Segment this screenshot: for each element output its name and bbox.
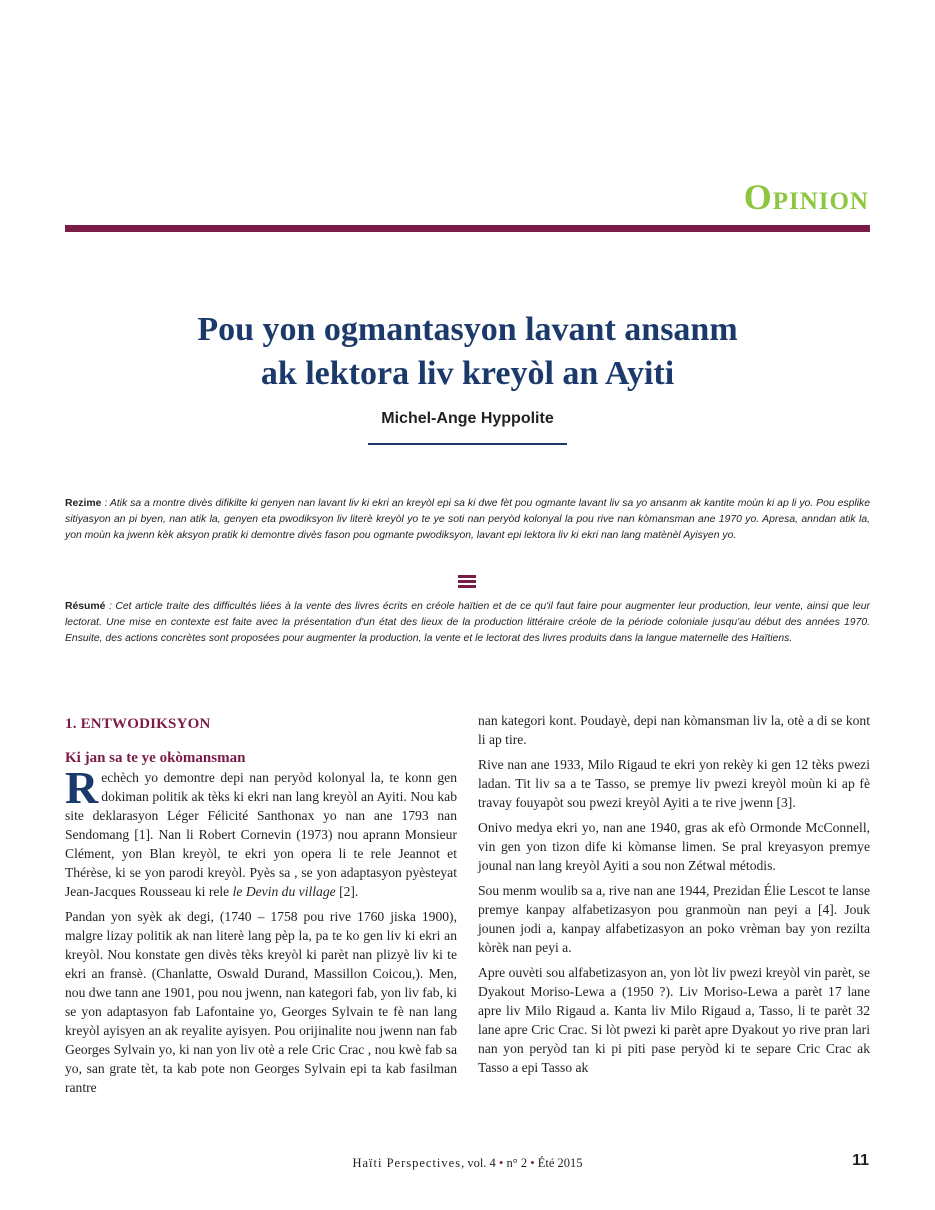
title-line-2: ak lektora liv kreyòl an Ayiti (260, 355, 675, 392)
paragraph: Pandan yon syèk ak degi, (1740 – 1758 pou rive 1760 jiska 1900), malgre lizay politik ak nan literè lang pèp la, pa te ko gen liv ki ekri an kreyòl. Nou konstate gen divès tèks kreyòl ki parèt nan plizyè liv ki te ekri an fransè. (Chanlatte, Oswald Durand, Massillon Coicou,). Men, nou dwe tann ane 1901, pou nou jwenn, nan kategori fab, yon liv fab, ki se yon adaptasyon fab Lafontaine yo, Georges Sylvain te fè nan lang kreyòl ayisyen an ak reyalite ayisyen. Pou orijinalite nou jwenn nan fab Georges Sylvain yo, ki nan yon liv otè a rele Cric Crac , nou kwè fab sa yo, san grate tèt, ta kab pote non Georges Sylvain epi ta kab fasilman rantre (65, 909, 457, 1095)
drop-cap: R (65, 762, 99, 813)
abstract-creole (65, 496, 870, 544)
title-line-1: Pou yon ogmantasyon lavant ansanm (197, 311, 738, 348)
separator-icon (458, 575, 476, 589)
footer-bullet: • (498, 1156, 504, 1170)
paragraph-italic: le Devin du village (232, 884, 336, 899)
abstract-creole-label: Rezime (65, 498, 102, 509)
footer-number: n° 2 (503, 1156, 531, 1170)
column-right (478, 711, 870, 1083)
footer-bullet: • (530, 1156, 535, 1170)
header-rule (65, 225, 870, 232)
paragraph-end: [2]. (335, 884, 359, 899)
section-label: Opinion (743, 177, 869, 217)
paragraph: nan kategori kont. Poudayè, depi nan kòmansman liv la, otè a di se kont li ap tire. (478, 713, 870, 747)
paragraph: Onivo medya ekri yo, nan ane 1940, gras ak efò Ormonde McConnell, vin gen yon tizon dife ki kòmanse limen. Se pral kreyasyon premye jounal nan lang kreyòl Ayiti a sou non Zétwal métodis. (478, 820, 870, 873)
abstract-french-label: Résumé (65, 601, 106, 612)
paragraph-text: echèch yo demontre depi nan peryòd kolonyal la, te konn gen dokiman politik ak tèks ki ekri nan lang kreyòl an Ayiti. Nou kab site deklarasyon Léger Félicité Santhonax yo nan ane 1793 nan Sendomang [1]. Nan li Robert Cornevin (1973) nou aprann Monsieur Clément, yon Blan kreyòl, te ekri yon opera li te rele Jeannot et Thérèse, ki se yon parodi kreyòl. Pyès sa , se yon adaptasyon pyèsteyat Jean-Jacques Rousseau ki rele (65, 770, 457, 899)
subsection-heading: Ki jan sa te ye okòmansman (65, 750, 246, 766)
paragraph: Sou menm woulib sa a, rive nan ane 1944, Prezidan Élie Lescot te lanse premye kanpay alfabetizasyon pou granmoùn nan peyi a [4]. Jouk jounen jodi a, kanpay alfabetizasyon an poko vrèman bay yon rezilta kòrèk nan peyi a. (478, 883, 870, 955)
author-rule (368, 443, 567, 445)
footer-volume: , vol. 4 (461, 1156, 499, 1170)
page-number: 11 (852, 1152, 869, 1169)
paragraph (65, 762, 457, 901)
abstract-creole-text: : Atik sa a montre divès difikilte ki genyen nan lavant liv ki ekri an kreyòl epi sa ki dwe fèt pou ogmante lavant liv sa yo ansanm ak kantite moùn ki ap li yo. Pou esplike sitiyasyon an pi byen, nan atik la, genyen eta pwodiksyon liv literè kreyòl yo te ye soti nan peryòd kolonyal la pou rive nan kòmansman ane 1970 yo. Apresa, anndan atik la, yon moùn ka jwenn kèk aksyon pratik ki demontre divès fason pou ogmante pwodiksyon, lavant epi lektora liv ki ekri nan lang matènèl Ayisyen yo. (65, 498, 870, 541)
abstract-french-text: : Cet article traite des difficultés liées à la vente des livres écrits en créole haïtien et de ce qu'il faut faire pour augmenter leur production, leur vente, ainsi que leur lectorat. Une mise en contexte est faite avec la présentation d'un état des lieux de la production littéraire créole de la période coloniale jusqu'au début des années 1970. Ensuite, des actions concrètes sont proposées pour augmenter la production, la vente et le lectorat des livres produits dans la langue maternelle des Haïtiens. (65, 601, 870, 644)
footer-citation (65, 1156, 870, 1171)
column-left (65, 711, 457, 1103)
footer-season: Été 2015 (534, 1156, 583, 1170)
journal-name: Haïti Perspectives (352, 1156, 462, 1170)
paragraph: Apre ouvèti sou alfabetizasyon an, yon lòt liv pwezi kreyòl vin parèt, se Dyakout Moriso-Lewa a (1950 ?). Liv Moriso-Lewa a parèt 17 lane apre liv Milo Rigaud a. Kanta liv Milo Rigaud a, Tasso, li te parèt 32 lane apre Cric Crac. Si lòt pwezi ki parèt apre Dyakout yo rive pran lari nan yon peryòd tan ki pi piti pase peryòd ki te separe Cric Crac ak Tasso a epi Tasso ak (478, 965, 870, 1075)
section-heading: 1. ENTWODIKSYON (65, 716, 211, 732)
paragraph: Rive nan ane 1933, Milo Rigaud te ekri yon rekèy ki gen 12 tèks pwezi ladan. Tit liv sa a te Tasso, se premye liv pwezi kreyòl moùn ki ap fè travay fouyapòt sou pwezi kreyòl Ayiti a te rive jwenn [3]. (478, 757, 870, 810)
article-title (65, 308, 870, 396)
author-name: Michel-Ange Hyppolite (381, 410, 554, 427)
abstract-french (65, 599, 870, 647)
